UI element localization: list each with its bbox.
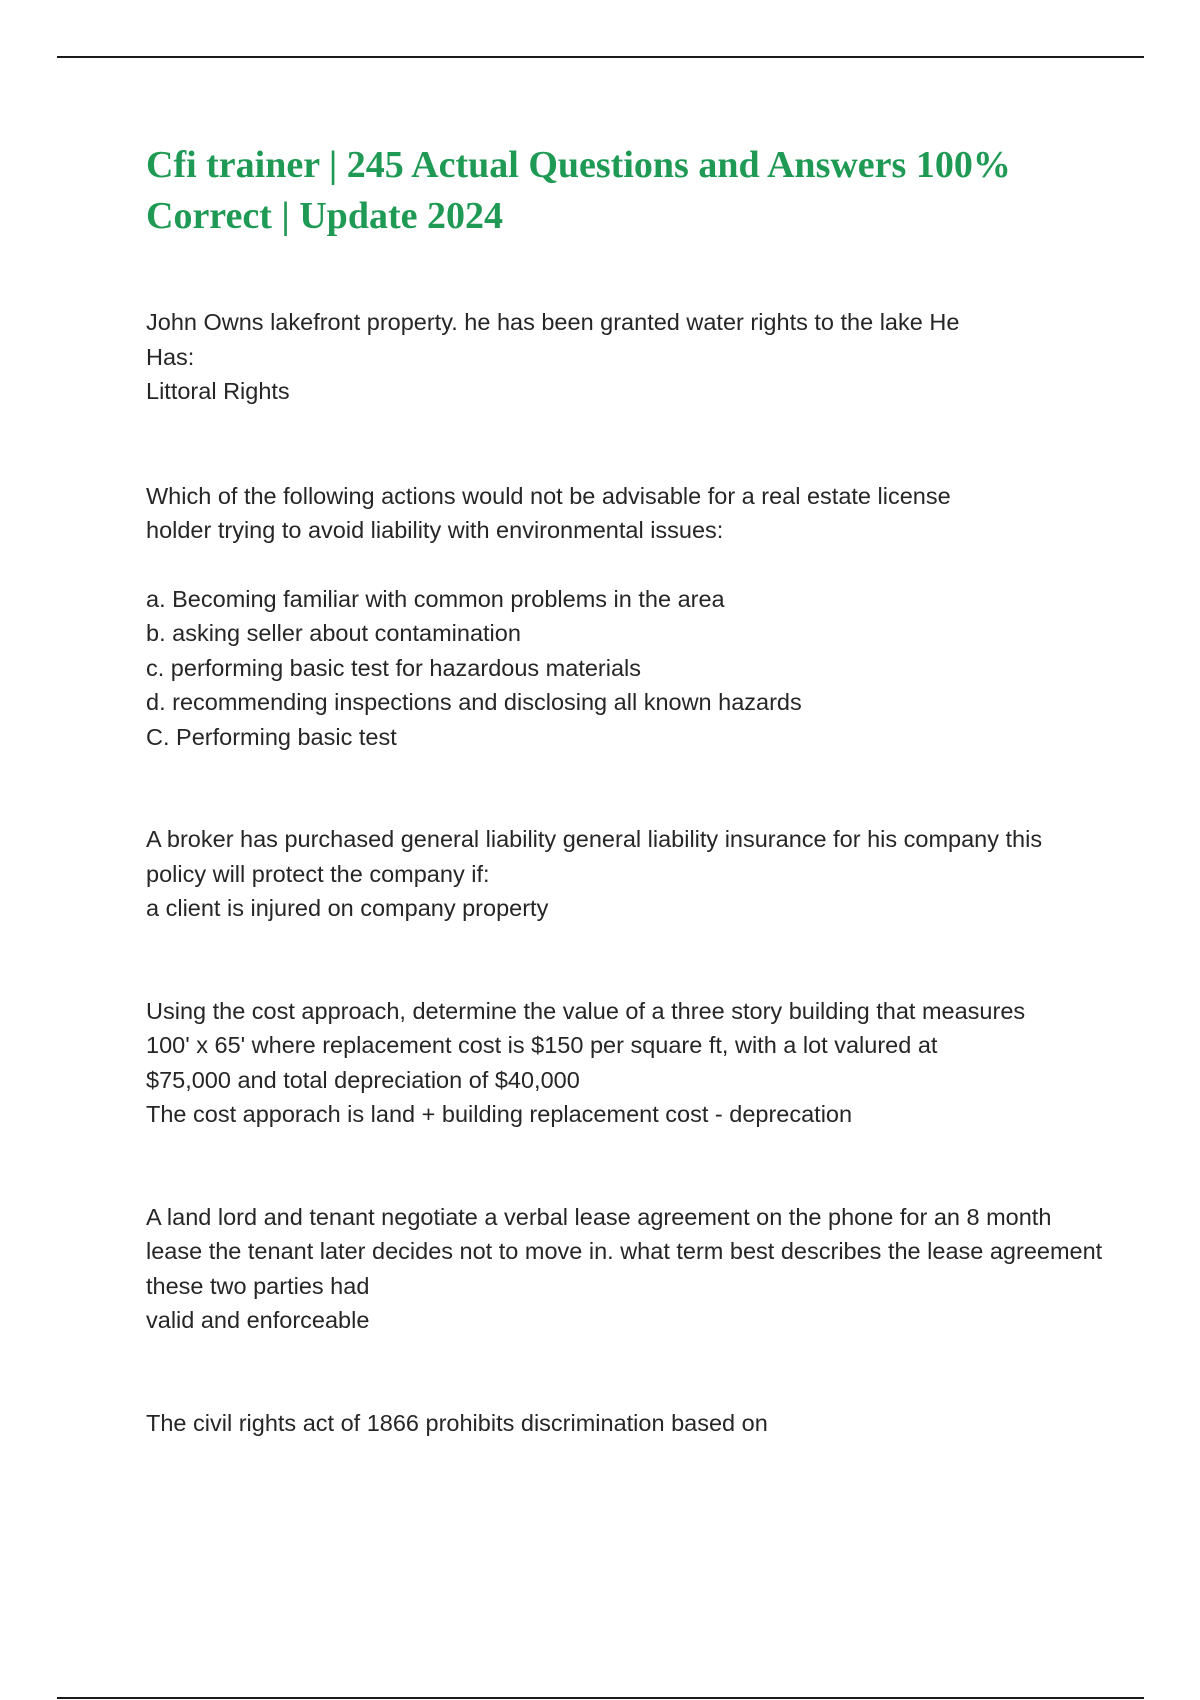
option-b: b. asking seller about contamination <box>146 620 521 646</box>
question-text: A broker has purchased general liability general liability insurance for his company this policy will protect the company if: <box>146 826 1049 887</box>
document-title: Cfi trainer | 245 Actual Questions and Answers 100% Correct | Update 2024 <box>146 144 1011 237</box>
answer-text: Littoral Rights <box>146 378 290 404</box>
answer-text: C. Performing basic test <box>146 723 397 750</box>
qa-item <box>146 305 976 409</box>
question-text: Using the cost approach, determine the value of a three story building that measures 100' x 65' where replacement cost is $150 per square ft, with a lot valured at $75,000 and total depreciation of $40,000 <box>146 997 1032 1093</box>
qa-item <box>146 994 1032 1132</box>
qa-item <box>146 479 996 755</box>
option-c: c. performing basic test for hazardous materials <box>146 654 642 681</box>
option-d: d. recommending inspections and disclosing all known hazards <box>146 689 802 715</box>
document-body <box>146 140 1126 1440</box>
question-text: The civil rights act of 1866 prohibits discrimination based on <box>146 1409 768 1436</box>
header-rule <box>57 56 1144 58</box>
qa-item <box>146 1200 1109 1338</box>
question-text: Which of the following actions would not be advisable for a real estate license holder trying to avoid liability with environmental issues: <box>146 482 958 543</box>
question-text: A land lord and tenant negotiate a verbal lease agreement on the phone for an 8 month lease the tenant later decides not to move in. what term best describes the lease agreement these two parties had <box>146 1203 1109 1299</box>
qa-item <box>146 1406 1106 1441</box>
footer-rule <box>57 1697 1144 1699</box>
answer-text: a client is injured on company property <box>146 895 549 921</box>
option-a: a. Becoming familiar with common problems in the area <box>146 585 725 612</box>
question-text: John Owns lakefront property. he has been granted water rights to the lake He Has: <box>146 309 966 370</box>
answer-text: valid and enforceable <box>146 1307 370 1333</box>
qa-item <box>146 822 1106 926</box>
answer-text: The cost apporach is land + building replacement cost - deprecation <box>146 1101 853 1127</box>
qa-list <box>146 305 1126 1440</box>
